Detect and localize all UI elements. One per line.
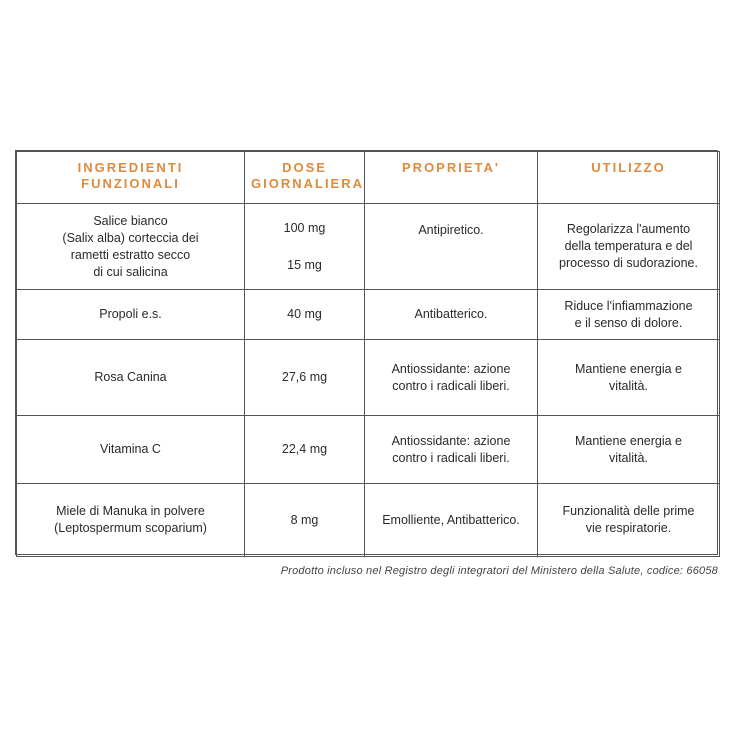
ingredient-line: Propoli e.s. xyxy=(99,307,162,321)
registry-footnote: Prodotto incluso nel Registro degli integratori del Ministero della Salute, codice: 66058 xyxy=(280,565,718,577)
ingredient-cell xyxy=(17,416,245,484)
header-utilizzo xyxy=(538,152,720,204)
header-dose-line2: GIORNALIERA xyxy=(251,176,364,191)
property-line: Antiossidante: azione xyxy=(391,361,511,376)
ingredient-cell xyxy=(17,484,245,557)
property-line: Antiossidante: azione xyxy=(391,433,511,448)
usage-line: processo di sudorazione. xyxy=(559,256,698,270)
dose-cell xyxy=(245,416,365,484)
property-cell xyxy=(365,484,538,557)
dose-cell xyxy=(245,290,365,340)
ingredient-line: (Leptospermum scoparium) xyxy=(54,521,207,535)
ingredient-line: Vitamina C xyxy=(100,442,161,456)
table-row xyxy=(17,340,720,416)
usage-line: Funzionalità delle prime xyxy=(562,504,695,518)
header-utilizzo-line1: UTILIZZO xyxy=(591,160,666,175)
header-dose xyxy=(245,152,365,204)
property-line: Antibatterico. xyxy=(414,307,488,321)
dose-cell xyxy=(245,204,365,290)
ingredient-cell xyxy=(17,340,245,416)
property-line: Emolliente, Antibatterico. xyxy=(382,512,520,527)
ingredient-line: di cui salicina xyxy=(93,264,168,279)
header-dose-line1: DOSE xyxy=(282,160,327,175)
dose-value: 15 mg xyxy=(287,257,322,272)
header-ingredienti-line1: INGREDIENTI xyxy=(77,160,184,175)
property-cell xyxy=(365,340,538,416)
usage-line: vitalità. xyxy=(609,378,648,393)
dose-spacer xyxy=(251,237,358,257)
usage-line: Mantiene energia e xyxy=(574,433,683,448)
usage-cell xyxy=(538,204,720,290)
ingredients-table-frame xyxy=(15,150,718,555)
usage-line: della temperatura e del xyxy=(564,239,693,253)
usage-line: Mantiene energia e xyxy=(574,361,683,376)
property-cell xyxy=(365,290,538,340)
table-row xyxy=(17,290,720,340)
ingredient-cell xyxy=(17,204,245,290)
property-line: contro i radicali liberi. xyxy=(392,378,510,393)
usage-line: vie respiratorie. xyxy=(585,521,672,535)
ingredients-table xyxy=(16,151,720,557)
ingredient-cell xyxy=(17,290,245,340)
property-line: Antipiretico. xyxy=(418,223,484,237)
usage-line: vitalità. xyxy=(609,450,648,465)
dose-value: 22,4 mg xyxy=(281,442,328,456)
ingredient-line: (Salix alba) corteccia dei xyxy=(62,230,199,245)
dose-value: 27,6 mg xyxy=(281,370,328,384)
dose-cell xyxy=(245,340,365,416)
ingredient-line: rametti estratto secco xyxy=(70,247,191,262)
usage-line: e il senso di dolore. xyxy=(574,315,683,330)
dose-value: 40 mg xyxy=(287,307,322,321)
table-header-row xyxy=(17,152,720,204)
property-cell xyxy=(365,416,538,484)
header-proprieta-line1: PROPRIETA' xyxy=(402,160,500,175)
ingredient-line: Rosa Canina xyxy=(94,370,167,384)
header-proprieta xyxy=(365,152,538,204)
table-row xyxy=(17,416,720,484)
property-cell xyxy=(365,204,538,290)
usage-cell xyxy=(538,484,720,557)
usage-cell xyxy=(538,340,720,416)
usage-cell xyxy=(538,416,720,484)
dose-cell xyxy=(245,484,365,557)
header-ingredienti-line2: FUNZIONALI xyxy=(81,176,180,191)
ingredient-line: Miele di Manuka in polvere xyxy=(56,504,205,518)
table-row xyxy=(17,204,720,290)
usage-line: Riduce l'infiammazione xyxy=(564,298,693,313)
property-line: contro i radicali liberi. xyxy=(392,450,510,465)
usage-cell xyxy=(538,290,720,340)
dose-value: 100 mg xyxy=(283,220,326,235)
ingredient-line: Salice bianco xyxy=(93,213,168,228)
header-ingredienti xyxy=(17,152,245,204)
dose-value: 8 mg xyxy=(290,512,319,527)
table-row xyxy=(17,484,720,557)
usage-line: Regolarizza l'aumento xyxy=(566,222,691,236)
